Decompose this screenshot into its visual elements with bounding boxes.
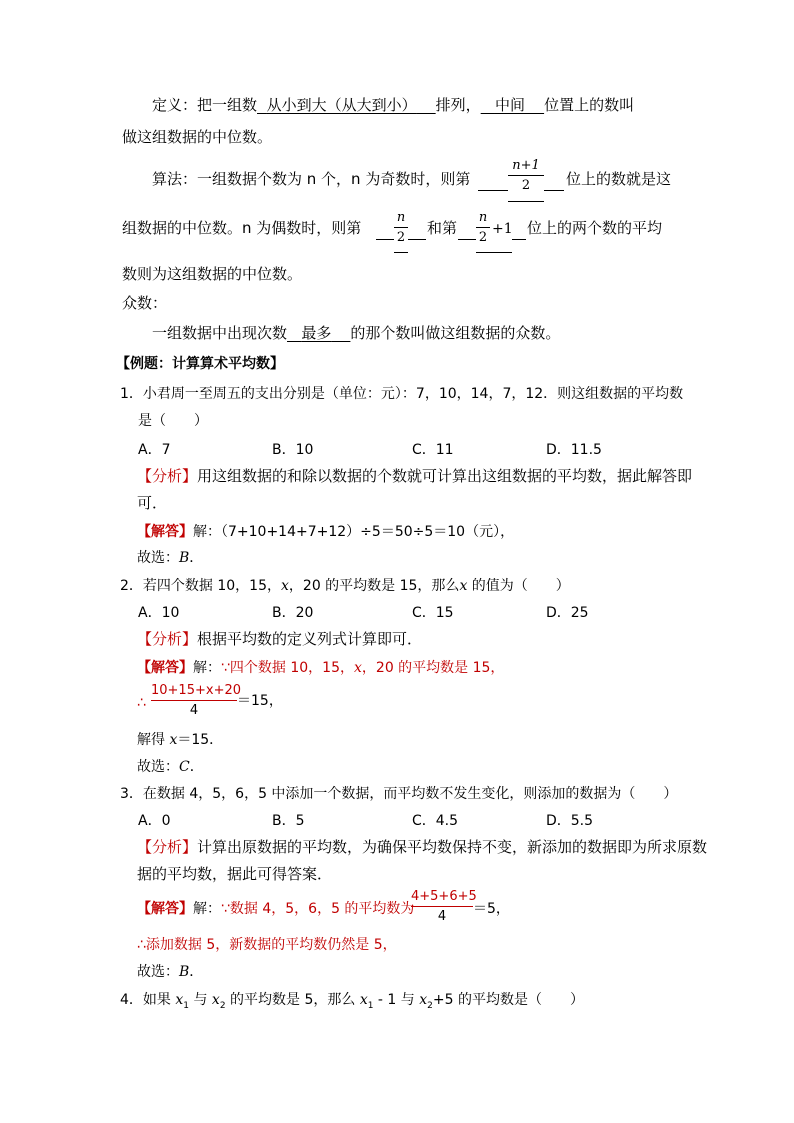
q2-option-a: A．10 <box>138 605 180 621</box>
median-blank-order: 从小到大（从大到小） <box>266 96 417 114</box>
median-definition-line1: 定义：把一组数 从小到大（从大到小） 排列， 中间 位置上的数叫 <box>152 96 635 114</box>
q3-option-a: A．0 <box>138 813 171 829</box>
blank-underline <box>512 239 526 240</box>
q2-fraction: 10+15+x+20 4 <box>151 683 241 718</box>
q3-stem: 3．在数据 4，5，6，5 中添加一个数据，而平均数不发生变化，则添加的数据为（ ） <box>120 786 678 802</box>
q1-option-d: D．11.5 <box>546 442 602 458</box>
blank-underline <box>376 239 394 240</box>
median-definition-line2: 做这组数据的中位数。 <box>122 128 273 146</box>
and-text: 和第 <box>427 219 458 237</box>
blank-underline <box>394 252 408 253</box>
q2-option-d: D．25 <box>546 605 589 621</box>
blank-underline <box>544 190 564 191</box>
median-blank-middle: 中间 <box>494 96 525 114</box>
q1-analysis-line1: 【分析】用这组数据的和除以数据的个数就可计算出这组数据的平均数，据此解答即 <box>137 467 693 485</box>
q2-stem: 2．若四个数据 10，15，x，20 的平均数是 15，那么x 的值为（ ） <box>120 578 570 594</box>
median-algorithm-line2-right: 位上的两个数的平均 <box>527 219 663 237</box>
q1-option-c: C．11 <box>412 442 454 458</box>
q1-answer: 【解答】解：（7+10+14+7+12）÷5＝50÷5＝10（元）， <box>137 524 515 540</box>
q3-option-b: B．5 <box>272 813 305 829</box>
q1-analysis-line2: 可． <box>137 494 168 512</box>
q2-solve: 解得 x＝15． <box>137 732 224 748</box>
q1-option-a: A．7 <box>138 442 171 458</box>
q3-analysis-line1: 【分析】计算出原数据的平均数，为确保平均数保持不变，新添加的数据即为所求原数 <box>137 838 708 856</box>
q1-stem-line1: 1．小君周一至周五的支出分别是（单位：元）：7，10，14，7，12．则这组数据的平均数 <box>120 386 684 402</box>
blank-underline <box>508 201 544 202</box>
median-algorithm-line2-left: 组数据的中位数。n 为偶数时，则第 <box>122 219 362 237</box>
blank-underline <box>458 239 476 240</box>
q3-answer-line2: ∴添加数据 5，新数据的平均数仍然是 5， <box>137 937 397 953</box>
fraction-n-over-2-second: n 2 <box>476 210 490 245</box>
blank-underline <box>478 190 508 191</box>
q3-option-c: C．4.5 <box>412 813 459 829</box>
fraction-n-plus-1-over-2: n+1 2 <box>508 158 544 193</box>
q2-analysis: 【分析】根据平均数的定义列式计算即可． <box>137 630 423 648</box>
mode-definition: 一组数据中出现次数 最多 的那个数叫做这组数据的众数。 <box>152 324 561 342</box>
q2-answer: 【解答】解：∵四个数据 10，15，x，20 的平均数是 15， <box>137 660 505 676</box>
q3-fraction: 4+5+6+5 4 <box>411 889 477 924</box>
q2-option-b: B．20 <box>272 605 314 621</box>
blank-underline <box>476 252 512 253</box>
q3-answer: 【解答】解：∵数据 4，5，6，5 的平均数为 <box>137 901 415 917</box>
blank-underline <box>408 239 426 240</box>
q3-option-d: D．5.5 <box>546 813 594 829</box>
q3-analysis-line2: 据的平均数，据此可得答案． <box>137 865 333 883</box>
q4-stem: 4．如果 $x_1$ 与 $x_2$ 的平均数是 5，那么 $x_1 - 1$ 与 $x_2+5$ 的平均数是（ ） <box>120 992 584 1011</box>
q1-option-b: B．10 <box>272 442 314 458</box>
fraction-n-over-2: n 2 <box>394 210 408 245</box>
mode-title: 众数： <box>122 294 168 312</box>
median-algorithm-line3: 数则为这组数据的中位数。 <box>122 265 303 283</box>
q2-fraction-equals: ＝15， <box>237 693 283 709</box>
q1-stem-line2: 是（ ） <box>138 413 208 429</box>
mode-blank-most: 最多 <box>301 324 332 342</box>
q2-option-c: C．15 <box>412 605 454 621</box>
q3-fraction-equals: ＝5， <box>473 901 510 917</box>
median-algorithm-line1-left: 算法：一组数据个数为 n 个，n 为奇数时，则第 <box>152 170 471 188</box>
therefore-symbol: ∴ <box>137 695 146 711</box>
q2-choice: 故选：C． <box>137 759 204 775</box>
q3-choice: 故选：B． <box>137 964 204 980</box>
section-title: 【例题：计算算术平均数】 <box>116 356 284 372</box>
median-algorithm-line1-right: 位上的数就是这 <box>566 170 672 188</box>
plus-one: +1 <box>492 221 513 237</box>
q1-choice: 故选：B． <box>137 550 204 566</box>
